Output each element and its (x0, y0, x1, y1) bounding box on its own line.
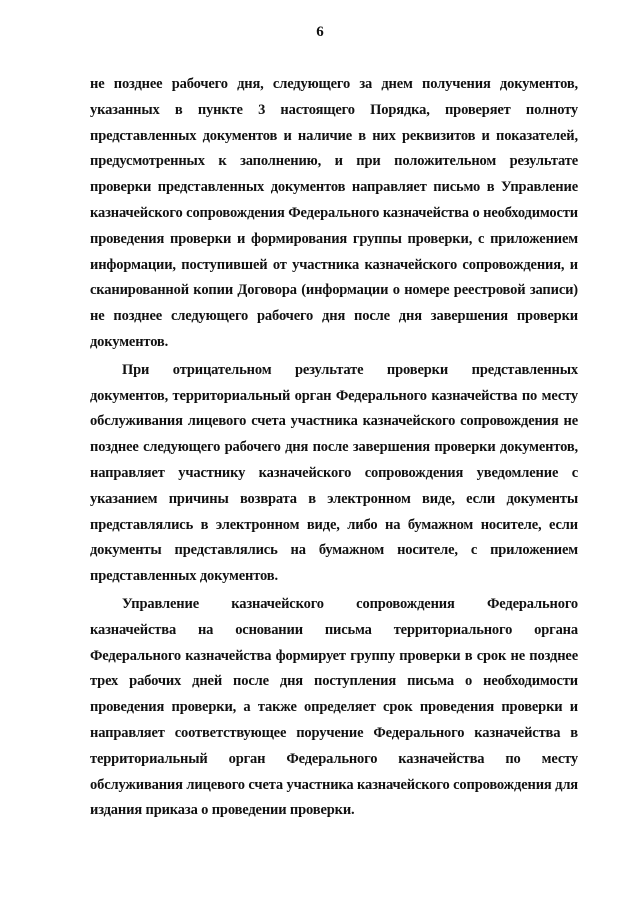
page-number: 6 (316, 24, 324, 40)
paragraph-negative-result: При отрицательном результате проверки представленных документов, территориальный орган Федерального казначейства по месту обслуживания лицевого счета участника казначейского сопровождения не позднее следующего рабочего дня после завершения проверки документов, направляет участнику казначейского сопровождения уведомление с указанием причины возврата в электронном виде, если документы представлялись в электронном виде, либо на бумажном носителе, если документы представлялись на бумажном носителе, с приложением представленных документов. (90, 361, 578, 585)
paragraph-continuation: не позднее рабочего дня, следующего за днем получения документов, указанных в пункте 3 настоящего Порядка, проверяет полноту представленных документов и наличие в них реквизитов и показателей, предусмотренных к заполнению, и при положительном результате проверки представленных документов направляет письмо в Управление казначейского сопровождения Федерального казначейства о необходимости проведения проверки и формирования группы проверки, с приложением информации, поступившей от участника казначейского сопровождения, и сканированной копии Договора (информации о номере реестровой записи) не позднее следующего рабочего дня после дня завершения проверки документов. (90, 76, 578, 350)
document-body (90, 72, 578, 824)
paragraph-treasury-directorate: Управление казначейского сопровождения Федерального казначейства на основании письма территориального органа Федерального казначейства формирует группу проверки в срок не позднее трех рабочих дней после дня поступления письма о необходимости проведения проверки, а также определяет срок проведения проверки и направляет соответствующее поручение Федерального казначейства в территориальный орган Федерального казначейства по месту обслуживания лицевого счета участника казначейского сопровождения для издания приказа о проведении проверки. (90, 595, 578, 819)
